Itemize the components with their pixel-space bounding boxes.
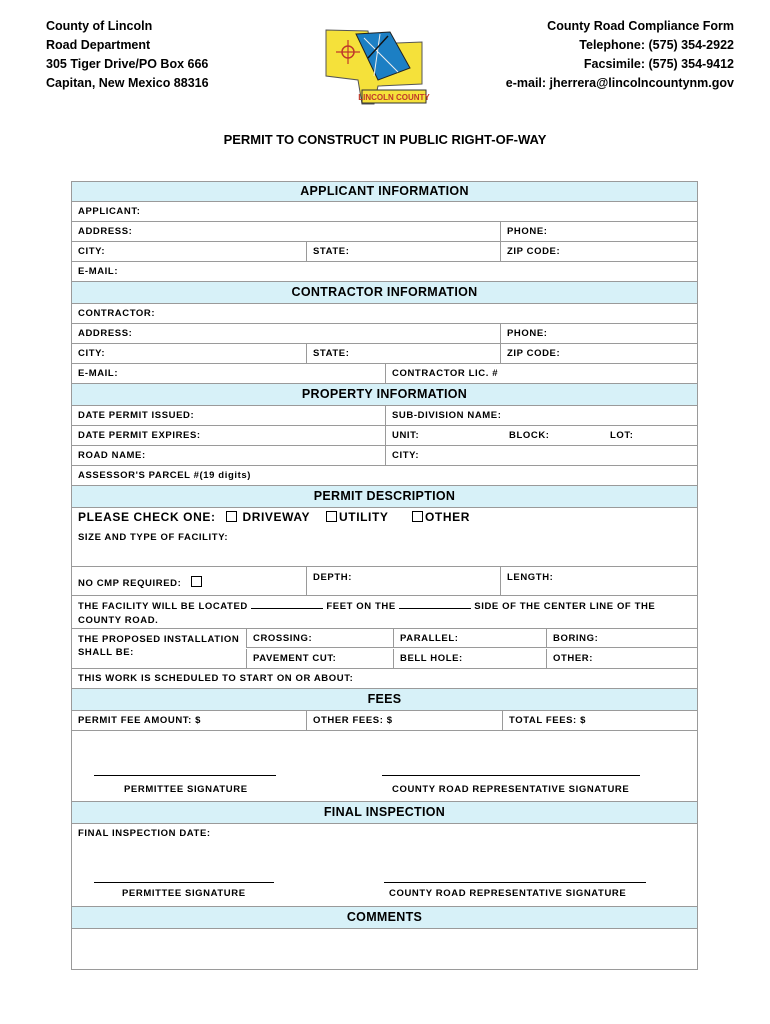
utility-checkbox[interactable] xyxy=(326,511,337,522)
contractor-field[interactable]: CONTRACTOR: xyxy=(78,308,156,319)
header-line: County of Lincoln xyxy=(46,19,153,33)
contractor-email-field[interactable]: E-MAIL: xyxy=(78,368,119,379)
final-permittee-signature-label: PERMITTEE SIGNATURE xyxy=(122,888,246,899)
facsimile: Facsimile: (575) 354-9412 xyxy=(583,57,734,71)
location-text: THE FACILITY WILL BE LOCATED xyxy=(78,601,248,612)
utility-label: UTILITY xyxy=(339,510,389,524)
page-title: PERMIT TO CONSTRUCT IN PUBLIC RIGHT-OF-WAY xyxy=(223,132,547,147)
other-checkbox[interactable] xyxy=(412,511,423,522)
contact-info xyxy=(506,17,734,93)
fees-row xyxy=(72,711,697,731)
no-cmp-label: NO CMP REQUIRED: xyxy=(78,578,182,589)
pavement-cut-field[interactable]: PAVEMENT CUT: xyxy=(246,649,393,668)
permit-fee-field[interactable]: PERMIT FEE AMOUNT: $ xyxy=(78,715,202,726)
section-property: PROPERTY INFORMATION xyxy=(72,384,697,406)
contractor-phone-field[interactable]: PHONE: xyxy=(500,324,697,343)
applicant-city-row xyxy=(72,242,697,262)
applicant-field[interactable]: APPLICANT: xyxy=(78,206,141,217)
email-link[interactable]: e-mail: jherrera@lincolncountynm.gov xyxy=(505,76,734,90)
location-text: SIDE OF THE CENTER LINE OF THE COUNTY xyxy=(78,601,656,626)
contractor-city-row xyxy=(72,344,697,364)
installation-text: THE PROPOSED INSTALLATION xyxy=(78,634,240,645)
location-text: FEET ON THE xyxy=(326,601,396,612)
permittee-signature-label: PERMITTEE SIGNATURE xyxy=(124,784,248,795)
length-field[interactable]: LENGTH: xyxy=(500,567,697,595)
other-method-field[interactable]: OTHER: xyxy=(546,649,697,668)
no-cmp-checkbox[interactable] xyxy=(191,576,202,587)
lot-field[interactable]: LOT: xyxy=(610,430,634,441)
depth-length-row xyxy=(72,567,697,596)
no-cmp-group xyxy=(72,567,306,595)
permit-type-row xyxy=(72,508,697,528)
location-text: ROAD. xyxy=(124,615,159,626)
final-county-signature-line[interactable] xyxy=(384,882,646,883)
block-field[interactable]: BLOCK: xyxy=(509,430,550,441)
applicant-email-row xyxy=(72,262,697,282)
county-signature-label: COUNTY ROAD REPRESENTATIVE SIGNATURE xyxy=(392,784,630,795)
installation-row xyxy=(72,629,697,669)
property-road-row xyxy=(72,446,697,466)
check-one-label: PLEASE CHECK ONE: xyxy=(78,510,216,524)
svg-text:LINCOLN COUNTY: LINCOLN COUNTY xyxy=(358,93,430,102)
contractor-city-field[interactable]: CITY: xyxy=(78,348,106,359)
applicant-row xyxy=(72,202,697,222)
road-name-field[interactable]: ROAD NAME: xyxy=(78,450,146,461)
section-contractor: CONTRACTOR INFORMATION xyxy=(72,282,697,304)
fees-signature-row xyxy=(72,731,697,802)
driveway-label: DRIVEWAY xyxy=(242,510,311,524)
lincoln-county-logo xyxy=(318,28,430,110)
contractor-state-field[interactable]: STATE: xyxy=(306,344,500,363)
header-line: Road Department xyxy=(46,38,151,52)
applicant-email-field[interactable]: E-MAIL: xyxy=(78,266,119,277)
check-one-group xyxy=(72,508,312,528)
applicant-address-field[interactable]: ADDRESS: xyxy=(78,226,133,237)
contractor-row xyxy=(72,304,697,324)
size-type-row xyxy=(72,528,697,567)
form-name: County Road Compliance Form xyxy=(547,19,734,33)
telephone: Telephone: (575) 354-2922 xyxy=(579,38,734,52)
applicant-state-field[interactable]: STATE: xyxy=(306,242,500,261)
parcel-field[interactable]: ASSESSOR'S PARCEL #(19 digits) xyxy=(78,470,251,481)
contractor-zip-field[interactable]: ZIP CODE: xyxy=(500,344,697,363)
permittee-signature-line[interactable] xyxy=(94,775,276,776)
section-fees: FEES xyxy=(72,689,697,711)
section-final-inspection: FINAL INSPECTION xyxy=(72,802,697,824)
other-fees-field[interactable]: OTHER FEES: $ xyxy=(306,711,502,730)
date-issued-field[interactable]: DATE PERMIT ISSUED: xyxy=(78,410,195,421)
header-line: Capitan, New Mexico 88316 xyxy=(46,76,209,90)
boring-field[interactable]: BORING: xyxy=(546,629,697,648)
property-date-issued-row xyxy=(72,406,697,426)
contractor-address-field[interactable]: ADDRESS: xyxy=(78,328,133,339)
location-statement xyxy=(72,596,697,628)
size-type-field[interactable]: SIZE AND TYPE OF FACILITY: xyxy=(78,532,229,543)
final-permittee-signature-line[interactable] xyxy=(94,882,274,883)
applicant-phone-field[interactable]: PHONE: xyxy=(500,222,697,241)
department-address xyxy=(46,17,209,93)
utility-option xyxy=(320,508,400,528)
comments-area[interactable] xyxy=(72,929,697,969)
contractor-address-row xyxy=(72,324,697,344)
date-expires-field[interactable]: DATE PERMIT EXPIRES: xyxy=(78,430,201,441)
parallel-field[interactable]: PARALLEL: xyxy=(393,629,546,648)
section-applicant: APPLICANT INFORMATION xyxy=(72,182,697,202)
feet-blank[interactable] xyxy=(251,599,323,609)
crossing-field[interactable]: CROSSING: xyxy=(246,629,393,648)
contractor-license-field[interactable]: CONTRACTOR LIC. # xyxy=(385,364,697,383)
section-permit-description: PERMIT DESCRIPTION xyxy=(72,486,697,508)
header-line: 305 Tiger Drive/PO Box 666 xyxy=(46,57,209,71)
installation-text: SHALL BE: xyxy=(78,647,134,658)
county-signature-line[interactable] xyxy=(382,775,640,776)
permit-form xyxy=(71,181,698,970)
schedule-field[interactable]: THIS WORK IS SCHEDULED TO START ON OR ABOUT: xyxy=(78,673,354,684)
unit-field[interactable]: UNIT: xyxy=(385,426,503,445)
applicant-zip-field[interactable]: ZIP CODE: xyxy=(500,242,697,261)
final-inspection-date-field[interactable]: FINAL INSPECTION DATE: xyxy=(78,828,211,839)
final-county-signature-label: COUNTY ROAD REPRESENTATIVE SIGNATURE xyxy=(389,888,627,899)
driveway-checkbox[interactable] xyxy=(226,511,237,522)
location-row xyxy=(72,596,697,629)
applicant-city-field[interactable]: CITY: xyxy=(78,246,106,257)
schedule-row xyxy=(72,669,697,689)
other-label: OTHER xyxy=(425,510,470,524)
applicant-address-row xyxy=(72,222,697,242)
total-fees-field[interactable]: TOTAL FEES: $ xyxy=(502,711,697,730)
property-date-expires-row xyxy=(72,426,697,446)
other-option xyxy=(406,508,506,528)
depth-field[interactable]: DEPTH: xyxy=(306,567,500,595)
final-inspection-row xyxy=(72,824,697,907)
property-city-field[interactable]: CITY: xyxy=(385,446,697,465)
contractor-email-row xyxy=(72,364,697,384)
section-comments: COMMENTS xyxy=(72,907,697,929)
side-blank[interactable] xyxy=(399,599,471,609)
bell-hole-field[interactable]: BELL HOLE: xyxy=(393,649,546,668)
property-parcel-row xyxy=(72,466,697,486)
subdivision-field[interactable]: SUB-DIVISION NAME: xyxy=(385,406,697,425)
installation-label xyxy=(72,629,246,668)
